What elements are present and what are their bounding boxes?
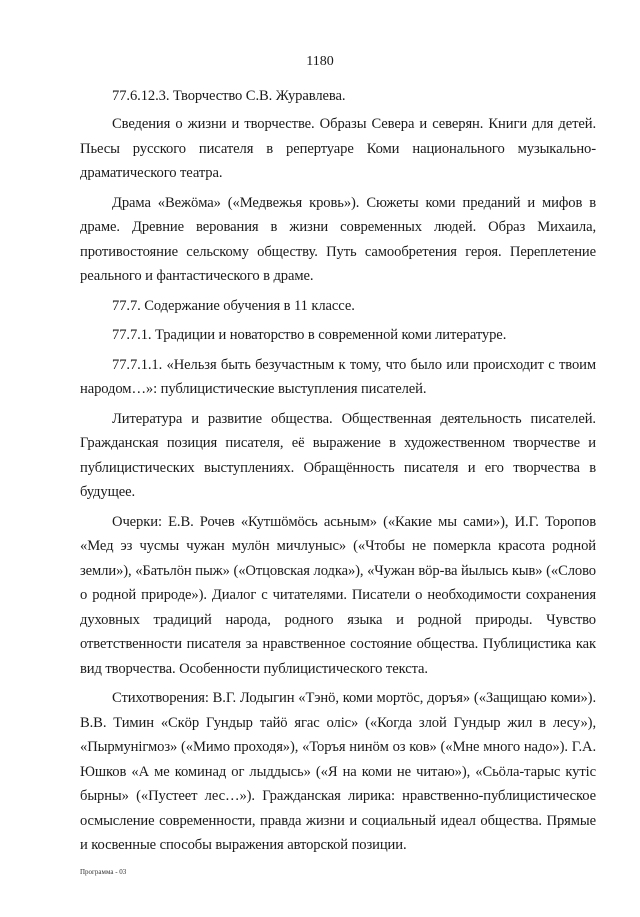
paragraph-8: Стихотворения: В.Г. Лодыгин «Тэнö, коми мортöс, доръя» («Защищаю коми»). В.В. Тимин «Скöр Гундыр тайö ягас олiс» («Когда злой Гундыр жил в лесу»), «Пырмунiгмоз» («Мимо проходя»), «Торъя нинöм оз ков» («Мне много надо»). Г.А. Юшков «А ме коминад ог лыддысь» («Я на коми не читаю»), «Сьöла-тарыс кутiс бырны» («Пустеет лес…»). Гражданская лирика: нравственно-публицистическое осмысление современности, правда жизни и социальный идеал общества. Прямые и косвенные способы выражения авторской позиции. <box>80 690 596 853</box>
section-heading: 77.6.12.3. Творчество С.В. Журавлева. <box>112 88 346 104</box>
paragraph-4: 77.7.1. Традиции и новаторство в современной коми литературе. <box>112 327 507 343</box>
footer-label: Программа - 03 <box>80 868 127 876</box>
page-number: 1180 <box>306 54 334 69</box>
paragraph-5: 77.7.1.1. «Нельзя быть безучастным к тому, что было или происходит с твоим народом…»: публицистические выступления писателей. <box>80 356 596 397</box>
paragraph-6: Литература и развитие общества. Общественная деятельность писателей. Гражданская позиция писателя, её выражение в художественном творчестве и публицистических выступлениях. Обращённость писателя и его творчества в будущее. <box>80 410 596 500</box>
paragraph-7: Очерки: Е.В. Рочев «Кутшöмöсь асьным» («Какие мы сами»), И.Г. Торопов «Мед эз чусмы чужан мулöн мичлуныс» («Чтобы не померкла красота родной земли»), «Батьлöн пыж» («Отцовская лодка»), «Чужан вöр-ва йылысь кыв» («Слово о родной природе»). Диалог с читателями. Писатели о необходимости сохранения духовных традиций народа, родного языка и родной природы. Чувство ответственности писателя за нравственное состояние общества. Публицистика как вид творчества. Особенности публицистического текста. <box>80 513 596 677</box>
paragraph-2: Драма «Вежöма» («Медвежья кровь»). Сюжеты коми преданий и мифов в драме. Древние верования в жизни современных людей. Образ Михаила, противостояние сельскому обществу. Путь самообретения героя. Переплетение реального и фантастического в драме. <box>80 194 596 284</box>
document-body <box>80 84 596 858</box>
paragraph-3: 77.7. Содержание обучения в 11 классе. <box>112 297 355 314</box>
paragraph-1: Сведения о жизни и творчестве. Образы Севера и северян. Книги для детей. Пьесы русского писателя в репертуаре Коми национального музыкально-драматического театра. <box>80 116 596 181</box>
